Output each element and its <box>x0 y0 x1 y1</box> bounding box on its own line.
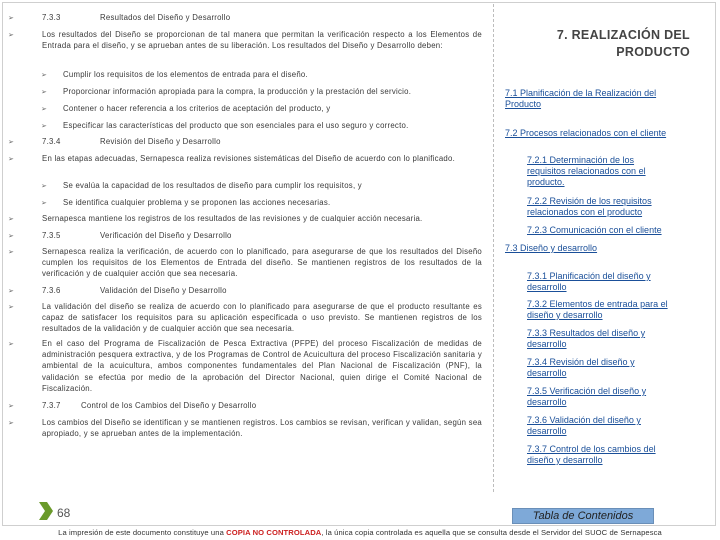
link-text[interactable]: 7.3.6 Validación del diseño y <box>527 415 641 425</box>
section-number: 7.3.6 <box>42 286 61 295</box>
arrow-bullet-icon: ➢ <box>8 139 15 146</box>
section-title: Control de los Cambios del Diseño y Desarrollo <box>81 401 257 410</box>
chapter-title-line: 7. REALIZACIÓN DEL <box>556 28 690 42</box>
link-text[interactable]: 7.2.2 Revisión de los requisitos <box>527 196 652 206</box>
arrow-bullet-icon: ➢ <box>41 183 48 190</box>
paragraph-text: Sernapesca realiza la verificación, de acuerdo con lo planificado, para asegurarse de que los resultados del Diseño cumplen los requisitos de los Elementos de Entrada del diseño. Se mantienen registros de los resultados de la verificación y de cualquier acción que sea necesaria. <box>42 247 482 279</box>
arrow-bullet-icon: ➢ <box>8 15 15 22</box>
list-item-text: Contener o hacer referencia a los criterios de aceptación del producto, y <box>63 104 331 113</box>
footer-notice <box>0 528 720 537</box>
link-text[interactable]: 7.3.5 Verificación del diseño y <box>527 386 647 396</box>
page-number: 68 <box>57 506 71 520</box>
chapter-title-line: PRODUCTO <box>616 45 690 59</box>
link-text[interactable]: Producto <box>505 99 542 109</box>
section-number: 7.3.4 <box>42 137 61 146</box>
toc-link-7-3-7[interactable] <box>527 444 656 466</box>
arrow-bullet-icon: ➢ <box>8 249 15 256</box>
link-text[interactable]: desarrollo <box>527 397 567 407</box>
link-text[interactable]: 7.3.1 Planificación del diseño y <box>527 271 651 281</box>
list-item-text: Cumplir los requisitos de los elementos de entrada para el diseño. <box>63 70 308 79</box>
link-text[interactable]: desarrollo <box>527 339 567 349</box>
arrow-bullet-icon: ➢ <box>8 341 15 348</box>
link-text[interactable]: 7.2.3 Comunicación con el cliente <box>527 225 662 235</box>
link-text[interactable]: diseño y desarrollo <box>527 310 603 320</box>
arrow-bullet-icon: ➢ <box>8 156 15 163</box>
link-text[interactable]: producto. <box>527 177 565 187</box>
link-text[interactable]: 7.3 Diseño y desarrollo <box>505 243 598 253</box>
paragraph-text: Los resultados del Diseño se proporcionan de tal manera que permitan la verificación respecto a los Elementos de Entrada para el diseño, y se aprueban antes de su liberación. Los resultados del Diseño y Desarrollo deben: <box>42 30 482 51</box>
arrow-bullet-icon: ➢ <box>41 123 48 130</box>
link-text[interactable]: desarrollo <box>527 368 567 378</box>
paragraph-text: Los cambios del Diseño se identifican y se mantienen registros. Los cambios se revisan, verifican y validan, según sea apropiado, y se aprueban antes de la implementación. <box>42 418 482 439</box>
link-text[interactable]: 7.2.1 Determinación de los <box>527 155 635 165</box>
link-text[interactable]: 7.3.2 Elementos de entrada para el <box>527 299 668 309</box>
toc-link-7-3[interactable] <box>505 243 597 254</box>
chapter-title <box>500 27 690 61</box>
arrow-bullet-icon: ➢ <box>8 288 15 295</box>
footer-text: La impresión de este documento constituye una <box>58 528 227 537</box>
list-item-text: Especificar las características del producto que son esenciales para el uso seguro y correcto. <box>63 121 409 130</box>
section-number: 7.3.5 <box>42 231 61 240</box>
table-of-contents-button[interactable]: Tabla de Contenidos <box>512 508 654 524</box>
list-item-text: Se evalúa la capacidad de los resultados de diseño para cumplir los requisitos, y <box>63 181 362 190</box>
link-text[interactable]: 7.3.7 Control de los cambios del <box>527 444 656 454</box>
link-text[interactable]: 7.1 Planificación de la Realización del <box>505 88 657 98</box>
arrow-bullet-icon: ➢ <box>8 420 15 427</box>
arrow-bullet-icon: ➢ <box>41 72 48 79</box>
section-title: Verificación del Diseño y Desarrollo <box>100 231 232 240</box>
arrow-bullet-icon: ➢ <box>8 233 15 240</box>
list-item-text: Proporcionar información apropiada para la compra, la producción y la prestación del servicio. <box>63 87 412 96</box>
section-title: Resultados del Diseño y Desarrollo <box>100 13 231 22</box>
toc-link-7-2-1[interactable] <box>527 155 646 188</box>
section-number: 7.3.7 <box>42 401 61 410</box>
arrow-bullet-icon: ➢ <box>41 106 48 113</box>
list-item-text: Se identifica cualquier problema y se proponen las acciones necesarias. <box>63 198 331 207</box>
link-text[interactable]: desarrollo <box>527 282 567 292</box>
arrow-bullet-icon: ➢ <box>8 216 15 223</box>
toc-link-7-3-4[interactable] <box>527 357 635 379</box>
arrow-bullet-icon: ➢ <box>41 200 48 207</box>
toc-link-7-2[interactable] <box>505 128 666 139</box>
arrow-bullet-icon: ➢ <box>8 403 15 410</box>
toc-link-7-3-6[interactable] <box>527 415 641 437</box>
link-text[interactable]: 7.3.3 Resultados del diseño y <box>527 328 646 338</box>
toc-link-7-2-3[interactable] <box>527 225 662 236</box>
paragraph-text: En las etapas adecuadas, Sernapesca realiza revisiones sistemáticas del Diseño de acuerdo con lo planificado. <box>42 154 455 163</box>
section-title: Validación del Diseño y Desarrollo <box>100 286 227 295</box>
section-number: 7.3.3 <box>42 13 61 22</box>
arrow-bullet-icon: ➢ <box>41 89 48 96</box>
paragraph-text: En el caso del Programa de Fiscalización de Pesca Extractiva (PFPE) del proceso Fiscalización de medidas de administración pesquera extractiva, y de los Programas de Control de Acuicultura del proceso Fiscalización sanitaria y ambiental de la acuicultura, ambos componentes fundamentales del Plan Nacional de Fiscalización (PNF), la validación se efectúa por medio de la aprobación del Director Nacional, quien dirige el Comité Nacional de Fiscalización. <box>42 339 482 393</box>
paragraph-text: Sernapesca mantiene los registros de los resultados de las revisiones y de cualquier acción necesaria. <box>42 214 423 223</box>
arrow-bullet-icon: ➢ <box>8 304 15 311</box>
toc-link-7-3-2[interactable] <box>527 299 668 321</box>
link-text[interactable]: relacionados con el producto <box>527 207 643 217</box>
link-text[interactable]: desarrollo <box>527 426 567 436</box>
paragraph-text: La validación del diseño se realiza de acuerdo con lo planificado para asegurarse de que el producto resultante es capaz de satisfacer los requisitos para su aplicación especificada o uso previsto. Se mantienen registros de los resultados de la validación y de cualquier acción que sea necesaria. <box>42 302 482 334</box>
link-text[interactable]: requisitos relacionados con el <box>527 166 646 176</box>
section-title: Revisión del Diseño y Desarrollo <box>100 137 221 146</box>
toc-link-7-3-1[interactable] <box>527 271 651 293</box>
footer-text: , la única copia controlada es aquella que se consulta desde el Servidor del SUOC de Sernapesca <box>321 528 662 537</box>
link-text[interactable]: diseño y desarrollo <box>527 455 603 465</box>
toc-link-7-3-3[interactable] <box>527 328 645 350</box>
link-text[interactable]: 7.2 Procesos relacionados con el cliente <box>505 128 667 138</box>
uncontrolled-copy-label: COPIA NO CONTROLADA <box>226 528 322 537</box>
toc-link-7-1[interactable] <box>505 88 656 110</box>
link-text[interactable]: 7.3.4 Revisión del diseño y <box>527 357 635 367</box>
toc-link-7-3-5[interactable] <box>527 386 646 408</box>
arrow-bullet-icon: ➢ <box>8 32 15 39</box>
toc-link-7-2-2[interactable] <box>527 196 652 218</box>
column-divider <box>493 4 494 492</box>
green-arrow-icon <box>37 500 55 522</box>
